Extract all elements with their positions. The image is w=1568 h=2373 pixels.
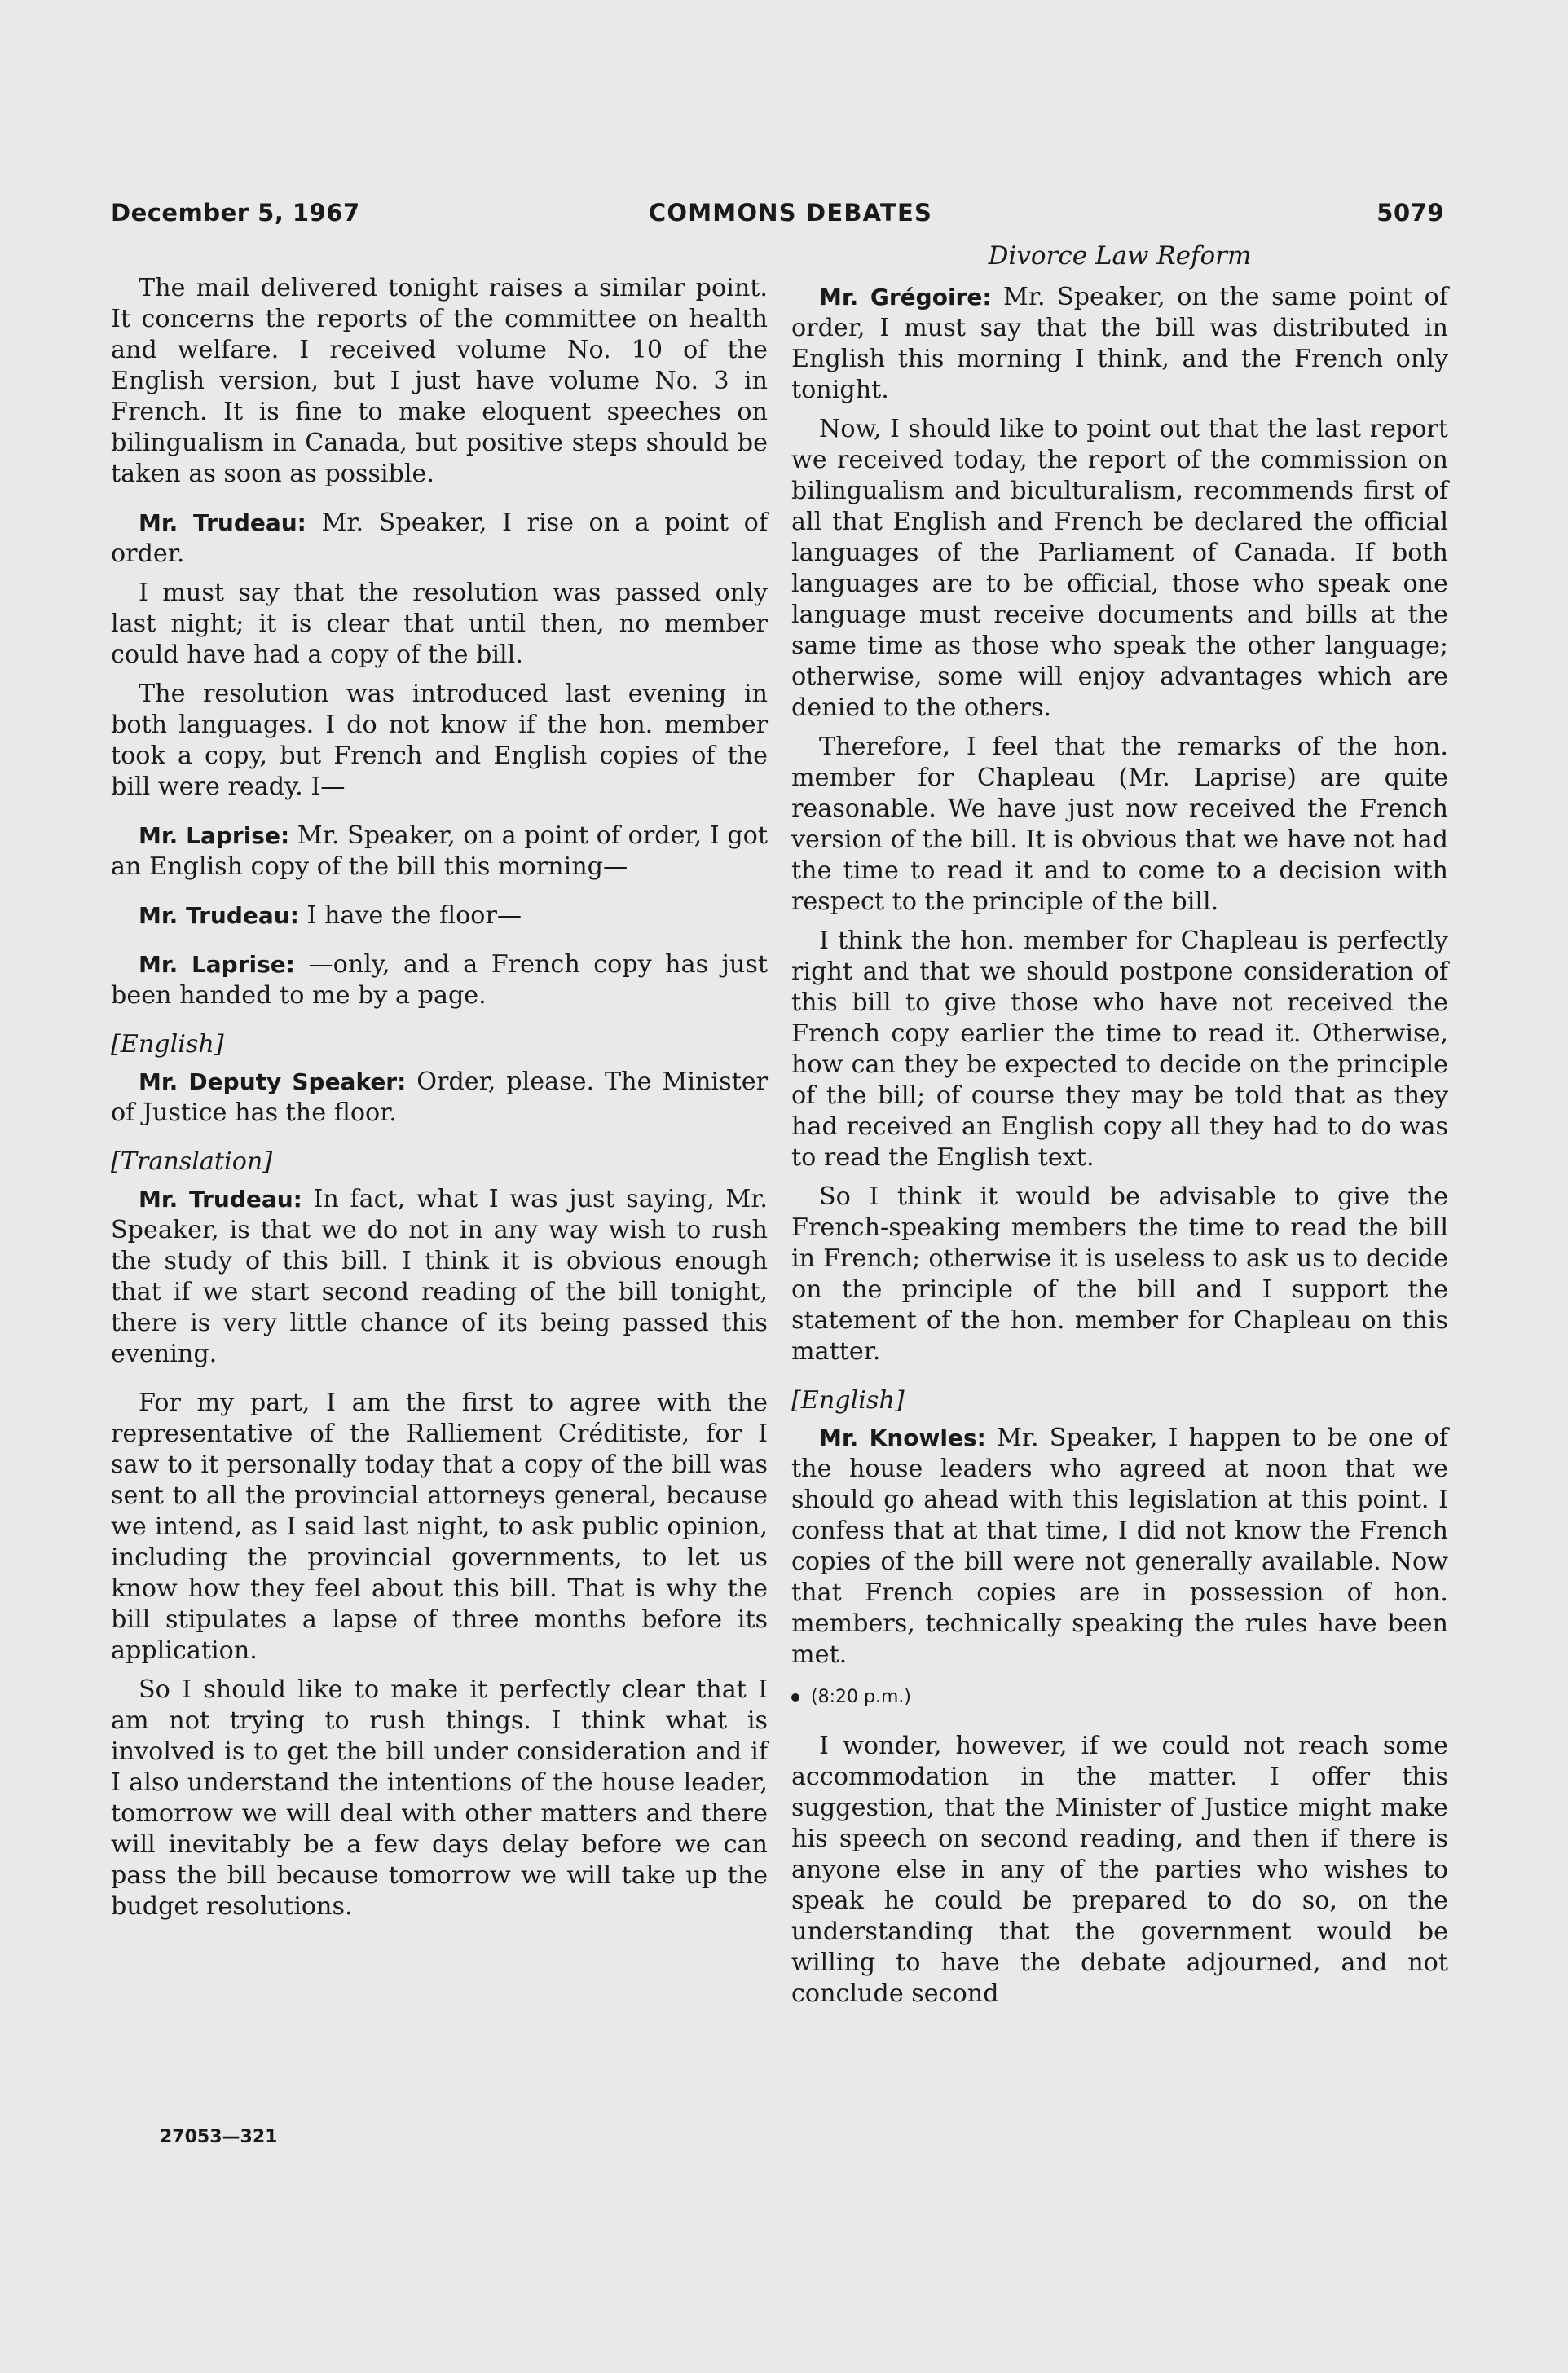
speaker-name: Mr. Knowles: [819,1424,986,1451]
speaker-name: Mr. Trudeau: [139,1186,302,1213]
speech [111,900,768,931]
speech [111,949,768,1011]
speech [111,821,768,883]
right-column [791,282,1448,2018]
speech-text: Mr. Speaker, I happen to be one of the house leaders who agreed at noon that we should go ahead with this legislation at this point. I confess that at that time, I did not know the French copies of the bill were not generally available. Now that French copies are in possession of hon. members, technically speaking the rules have been met. [791,1424,1449,1669]
speech-text: —only, and a French copy has just been handed to me by a page. [111,950,768,1010]
speech [111,1184,768,1370]
speaker-name: Mr. Deputy Speaker: [139,1068,407,1095]
speech-text: Mr. Speaker, on a point of order, I got an English copy of the bill this morning— [111,821,768,881]
speech-text: In fact, what I was just saying, Mr. Speaker, is that we do not in any way wish to rush the study of this bill. I think it is obvious enough that if we start second reading of the bill tonight, there is very little chance of its being passed this evening. [111,1185,769,1368]
footer-code: 27053—321 [160,2127,278,2147]
paragraph: I think the hon. member for Chapleau is perfectly right and that we should postpone consideration of this bill to give those who have not received the French copy earlier the time to read it. Otherwise, how can they be expected to decide on the principle of the bill; of course they may be told that as they had received an English copy all they had to do was to read the English text. [791,927,1448,1172]
language-tag: [English] [111,1030,224,1059]
speech [111,508,768,570]
speaker-name: Mr. Trudeau: [139,509,306,536]
speech-text: I have the floor— [298,901,522,930]
timestamp [791,1682,1448,1713]
speaker-name: Mr. Laprise: [139,951,295,978]
speech-text: Mr. Speaker, I rise on a point of order. [111,508,769,568]
language-tag: [English] [791,1386,905,1415]
speech [111,1067,768,1129]
paragraph: For my part, I am the first to agree with the representative of the Ralliement Créditiste, for I saw to it personally today that a copy of the bill was sent to all the provincial attorneys general, because we intend, as I said last night, to ask public opinion, including the provincial governments, to let us know how they feel about this bill. That is why the bill stipulates a lapse of three months before its application. [111,1389,768,1665]
paragraph: I must say that the resolution was passed only last night; it is clear that until then, no member could have had a copy of the bill. [111,579,768,669]
paragraph: So I think it would be advisable to give the French-speaking members the time to read the bill in French; otherwise it is useless to ask us to decide on the principle of the bill and I support the statement of the hon. member for Chapleau on this matter. [791,1182,1448,1366]
paragraph: Now, I should like to point out that the last report we received today, the report of the commission on bilingualism and biculturalism, recommends first of all that English and French be declared the official languages of the Parliament of Canada. If both languages are to be official, those who speak one language must receive documents and bills at the same time as those who speak the other language; otherwise, some will enjoy advantages which are denied to the others. [791,415,1448,722]
paragraph: So I should like to make it perfectly clear that I am not trying to rush things. I think what is involved is to get the bill under consideration and if I also understand the intentions of the house leader, tomorrow we will deal with other matters and there will inevitably be a few days delay before we can pass the bill because tomorrow we will take up the budget resolutions. [111,1675,768,1921]
speaker-name: Mr. Trudeau: [139,902,299,929]
header-date: December 5, 1967 [111,199,360,227]
paragraph: Therefore, I feel that the remarks of the hon. member for Chapleau (Mr. Laprise) are quite reasonable. We have just now received the French version of the bill. It is obvious that we have not had the time to read it and to come to a decision with respect to the principle of the bill. [791,733,1448,916]
bullet-icon [791,1693,799,1702]
speech-text: Order, please. The Minister of Justice has the floor. [111,1068,768,1127]
paragraph: The resolution was introduced last evening in both languages. I do not know if the hon. member took a copy, but French and English copies of the bill were ready. I— [111,680,768,801]
speaker-name: Mr. Laprise: [139,822,290,849]
speech-text: Mr. Speaker, on the same point of order, I must say that the bill was distributed in English this morning I think, and the French only tonight. [791,283,1449,404]
speech [791,1423,1448,1671]
left-column [111,273,768,1931]
language-tag: [Translation] [111,1147,273,1176]
header-page-number: 5079 [1376,199,1444,227]
speaker-name: Mr. Grégoire: [819,284,992,310]
paragraph: I wonder, however, if we could not reach some accommodation in the matter. I offer this suggestion, that the Minister of Justice might make his speech on second reading, and then if there is anyone else in any of the parties who wishes to speak he could be prepared to do so, on the understanding that the government would be willing to have the debate adjourned, and not conclude second [791,1732,1448,2008]
header-title: COMMONS DEBATES [648,199,933,227]
speech [791,282,1448,406]
timestamp-text: (8:20 p.m.) [811,1687,911,1707]
paragraph: The mail delivered tonight raises a similar point. It concerns the reports of the committee on health and welfare. I received volume No. 10 of the English version, but I just have volume No. 3 in French. It is fine to make eloquent speeches on bilingualism in Canada, but positive steps should be taken as soon as possible. [111,274,768,488]
section-heading: Divorce Law Reform [988,241,1252,271]
